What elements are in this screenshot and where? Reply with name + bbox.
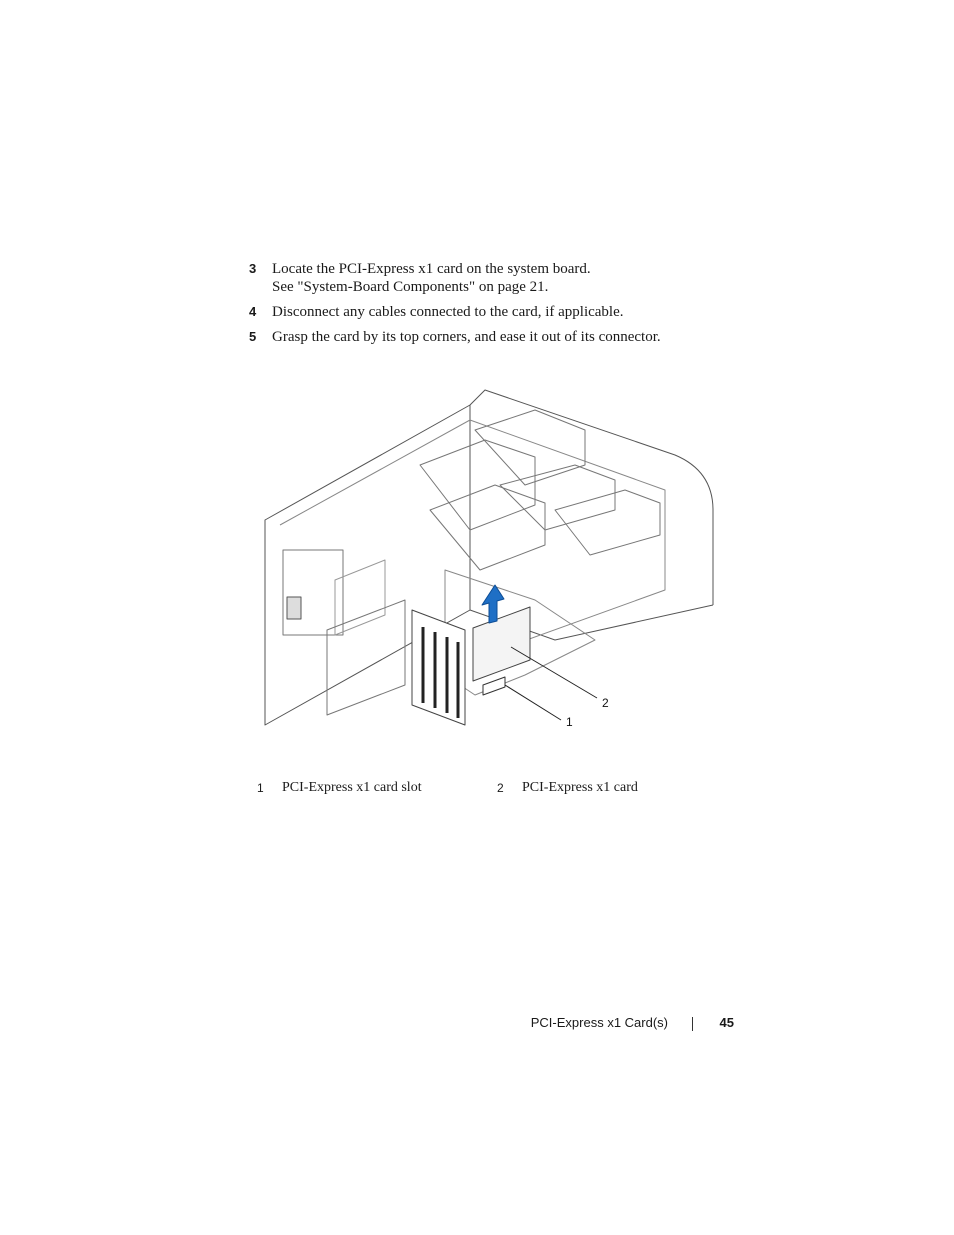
power-socket bbox=[287, 597, 301, 619]
step-text-line: Locate the PCI-Express x1 card on the system board. bbox=[272, 261, 591, 277]
step-text: Disconnect any cables connected to the card, if applicable. bbox=[272, 304, 624, 320]
callout-2-leader bbox=[511, 647, 597, 698]
callout-1-label: 1 bbox=[566, 715, 573, 729]
callout-1-leader bbox=[505, 685, 561, 720]
pci-express-x1-card bbox=[473, 607, 530, 681]
step-text-line: See "System-Board Components" on page 21. bbox=[272, 279, 549, 295]
legend-number: 2 bbox=[497, 781, 504, 795]
step-text: Grasp the card by its top corners, and ease it out of its connector. bbox=[272, 329, 661, 345]
pci-express-x1-slot bbox=[483, 677, 505, 695]
footer-divider bbox=[692, 1017, 693, 1031]
step-number: 3 bbox=[249, 261, 257, 276]
callout-2-label: 2 bbox=[602, 696, 609, 710]
page-footer bbox=[500, 1015, 736, 1035]
case-top-edge bbox=[470, 390, 713, 605]
page-number: 45 bbox=[719, 1015, 734, 1030]
footer-section-title: PCI-Express x1 Card(s) bbox=[530, 1015, 668, 1030]
step-text bbox=[272, 260, 591, 296]
step-number: 4 bbox=[249, 304, 257, 319]
legend-label: PCI-Express x1 card bbox=[522, 780, 638, 795]
step-number: 5 bbox=[249, 329, 257, 344]
legend-label: PCI-Express x1 card slot bbox=[282, 780, 422, 795]
drive-bay-a bbox=[475, 410, 585, 485]
legend-number: 1 bbox=[257, 781, 264, 795]
computer-chassis-illustration bbox=[255, 385, 725, 745]
